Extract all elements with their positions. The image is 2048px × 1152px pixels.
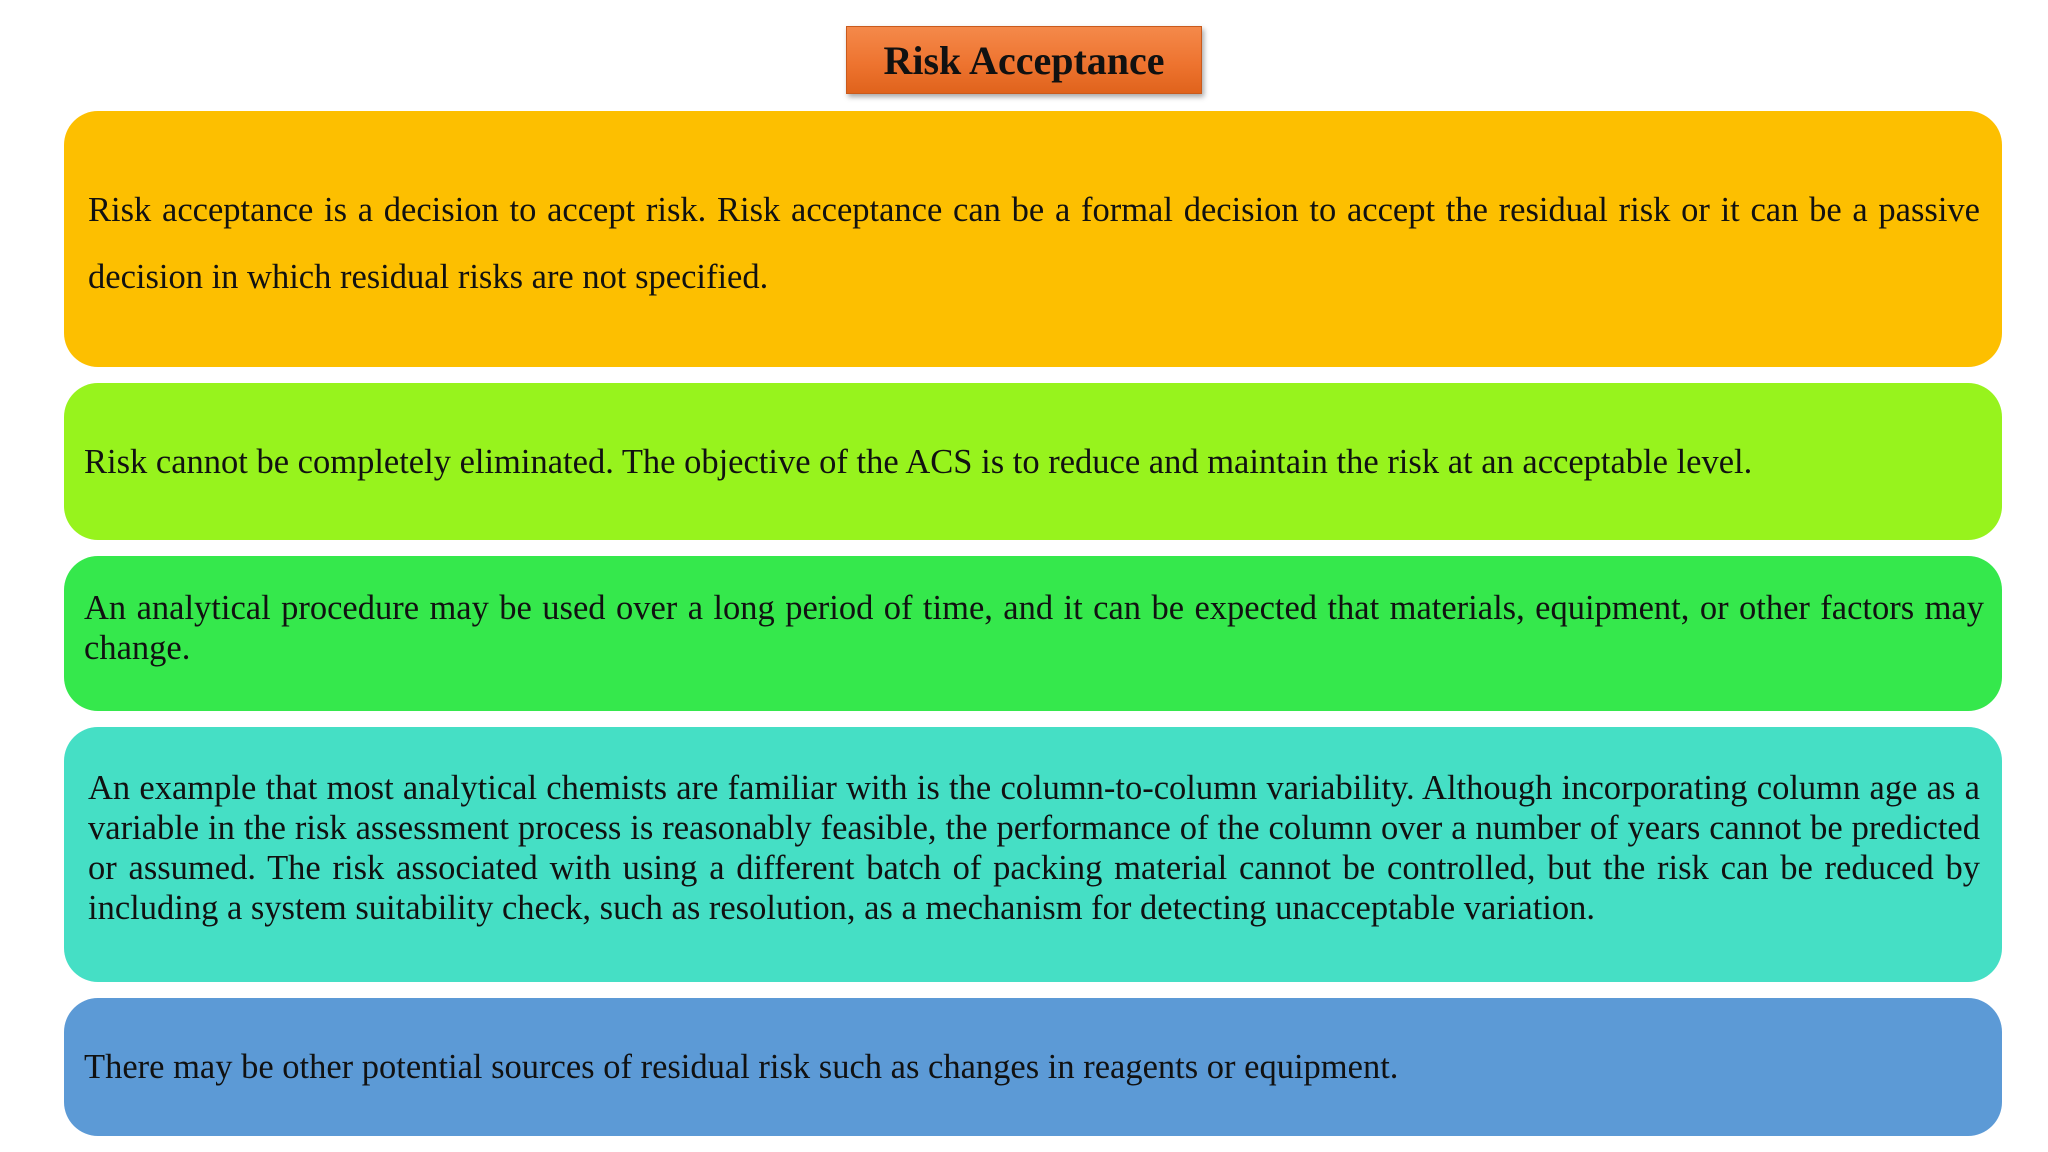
slide-title-box <box>846 26 1202 94</box>
card-text: An example that most analytical chemists are familiar with is the column-to-column variability. Although incorporating column age as a variable in the risk assessment process is reasonably feasible, the performance of the column over a number of years cannot be predicted or assumed. The risk associated with using a different batch of packing material cannot be controlled, but the risk can be reduced by including a system suitability check, such as resolution, as a mechanism for detecting unacceptable variation. <box>88 768 1980 927</box>
card-text: Risk cannot be completely eliminated. The objective of the ACS is to reduce and maintain the risk at an acceptable level. <box>84 442 1753 481</box>
card-text: There may be other potential sources of residual risk such as changes in reagents or equipment. <box>84 1048 1399 1086</box>
card-text: Risk acceptance is a decision to accept risk. Risk acceptance can be a formal decision to accept the residual risk or it can be a passive decision in which residual risks are not specified. <box>88 191 1980 296</box>
card-text: An analytical procedure may be used over a long period of time, and it can be expected that materials, equipment, or other factors may change. <box>84 588 1984 667</box>
card-risk-elimination <box>64 383 2002 540</box>
card-column-variability-example <box>64 727 2002 982</box>
card-risk-acceptance-definition <box>64 111 2002 367</box>
card-analytical-procedure <box>64 556 2002 711</box>
card-other-residual-risk <box>64 998 2002 1136</box>
slide-title: Risk Acceptance <box>883 37 1165 83</box>
